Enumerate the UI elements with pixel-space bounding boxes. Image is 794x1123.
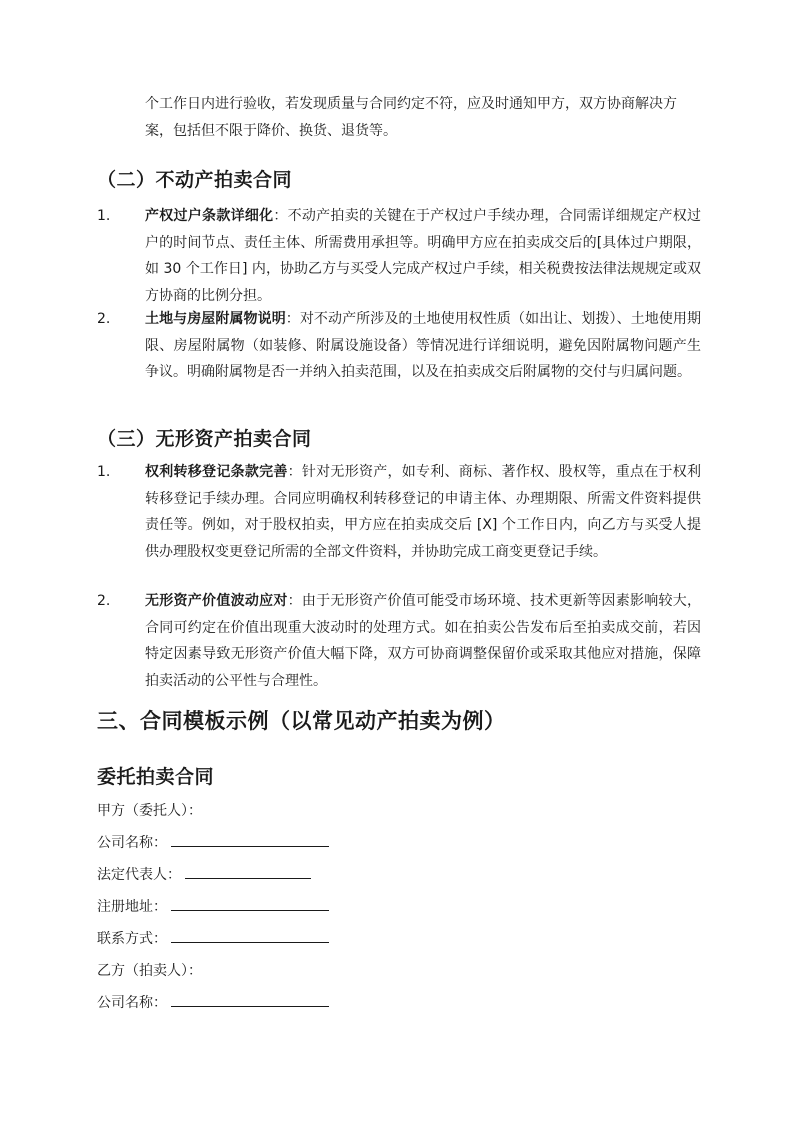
list-number: 1. [97, 208, 111, 224]
party-a-label [97, 800, 202, 822]
field-label: 注册地址： [97, 899, 167, 915]
field-label: 公司名称： [97, 835, 167, 851]
field-label: 法定代表人： [97, 867, 181, 883]
blank-line[interactable] [185, 864, 311, 879]
list-item-body [145, 203, 701, 309]
list-item-title: 土地与房屋附属物说明 [145, 311, 286, 327]
legal-rep-field [97, 864, 311, 886]
list-item-body [145, 459, 701, 565]
list-item-title: 权利转移登记条款完善 [145, 464, 288, 480]
field-label: 联系方式： [97, 931, 167, 947]
list-item-text: ：针对无形资产，如专利、商标、著作权、股权等，重点在于权利转移登记手续办理。合同应明确权利转移登记的申请主体、办理期限、所需文件资料提供责任等。例如，对于股权拍卖，甲方应在拍卖成交后 [X] 个工作日内，向乙方与买受人提供办理股权变更登记所需的全部文件资料，并协助完成工商变更登记手续。 [145, 464, 702, 560]
field-label: 甲方（委托人）： [97, 803, 202, 819]
list-item-text: ：对不动产所涉及的土地使用权性质（如出让、划拨）、土地使用期限、房屋附属物（如装修、附属设施设备）等情况进行详细说明，避免因附属物问题产生争议。明确附属物是否一并纳入拍卖范围，以及在拍卖成交后附属物的交付与归属问题。 [145, 311, 702, 380]
list-number: 1. [97, 464, 111, 480]
field-label: 乙方（拍卖人）： [97, 963, 202, 979]
blank-line[interactable] [171, 832, 329, 847]
blank-line[interactable] [171, 928, 329, 943]
party-b-label [97, 960, 202, 982]
list-item-title: 产权过户条款详细化 [145, 208, 274, 224]
section-heading-intangible: （三）无形资产拍卖合同 [97, 428, 312, 450]
template-section-heading: 三、合同模板示例（以常见动产拍卖为例） [97, 709, 506, 733]
list-item-title: 无形资产价值波动应对 [145, 593, 288, 609]
list-item-body [145, 306, 701, 386]
address-field [97, 896, 329, 918]
list-item-body [145, 588, 701, 694]
blank-line[interactable] [171, 992, 329, 1007]
list-number: 2. [97, 311, 111, 327]
list-item-text: ：不动产拍卖的关键在于产权过户手续办理，合同需详细规定产权过户的时间节点、责任主体、所需费用承担等。明确甲方应在拍卖成交后的[具体过户期限，如 30 个工作日] 内，协助乙方与买受人完成产权过户手续，相关税费按法律法规规定或双方协商的比例分担。 [145, 208, 702, 304]
company-name-field [97, 832, 329, 854]
section-heading-real-estate: （二）不动产拍卖合同 [97, 169, 293, 191]
contract-title: 委托拍卖合同 [97, 766, 215, 788]
continuation-paragraph: 个工作日内进行验收，若发现质量与合同约定不符，应及时通知甲方，双方协商解决方案，包括但不限于降价、换货、退货等。 [145, 96, 677, 139]
company-name-field [97, 992, 329, 1014]
list-number: 2. [97, 593, 111, 609]
contact-field [97, 928, 329, 950]
list-item-text: ：由于无形资产价值可能受市场环境、技术更新等因素影响较大，合同可约定在价值出现重大波动时的处理方式。如在拍卖公告发布后至拍卖成交前，若因特定因素导致无形资产价值大幅下降，双方可协商调整保留价或采取其他应对措施，保障拍卖活动的公平性与合理性。 [145, 593, 702, 689]
blank-line[interactable] [171, 896, 329, 911]
field-label: 公司名称： [97, 995, 167, 1011]
